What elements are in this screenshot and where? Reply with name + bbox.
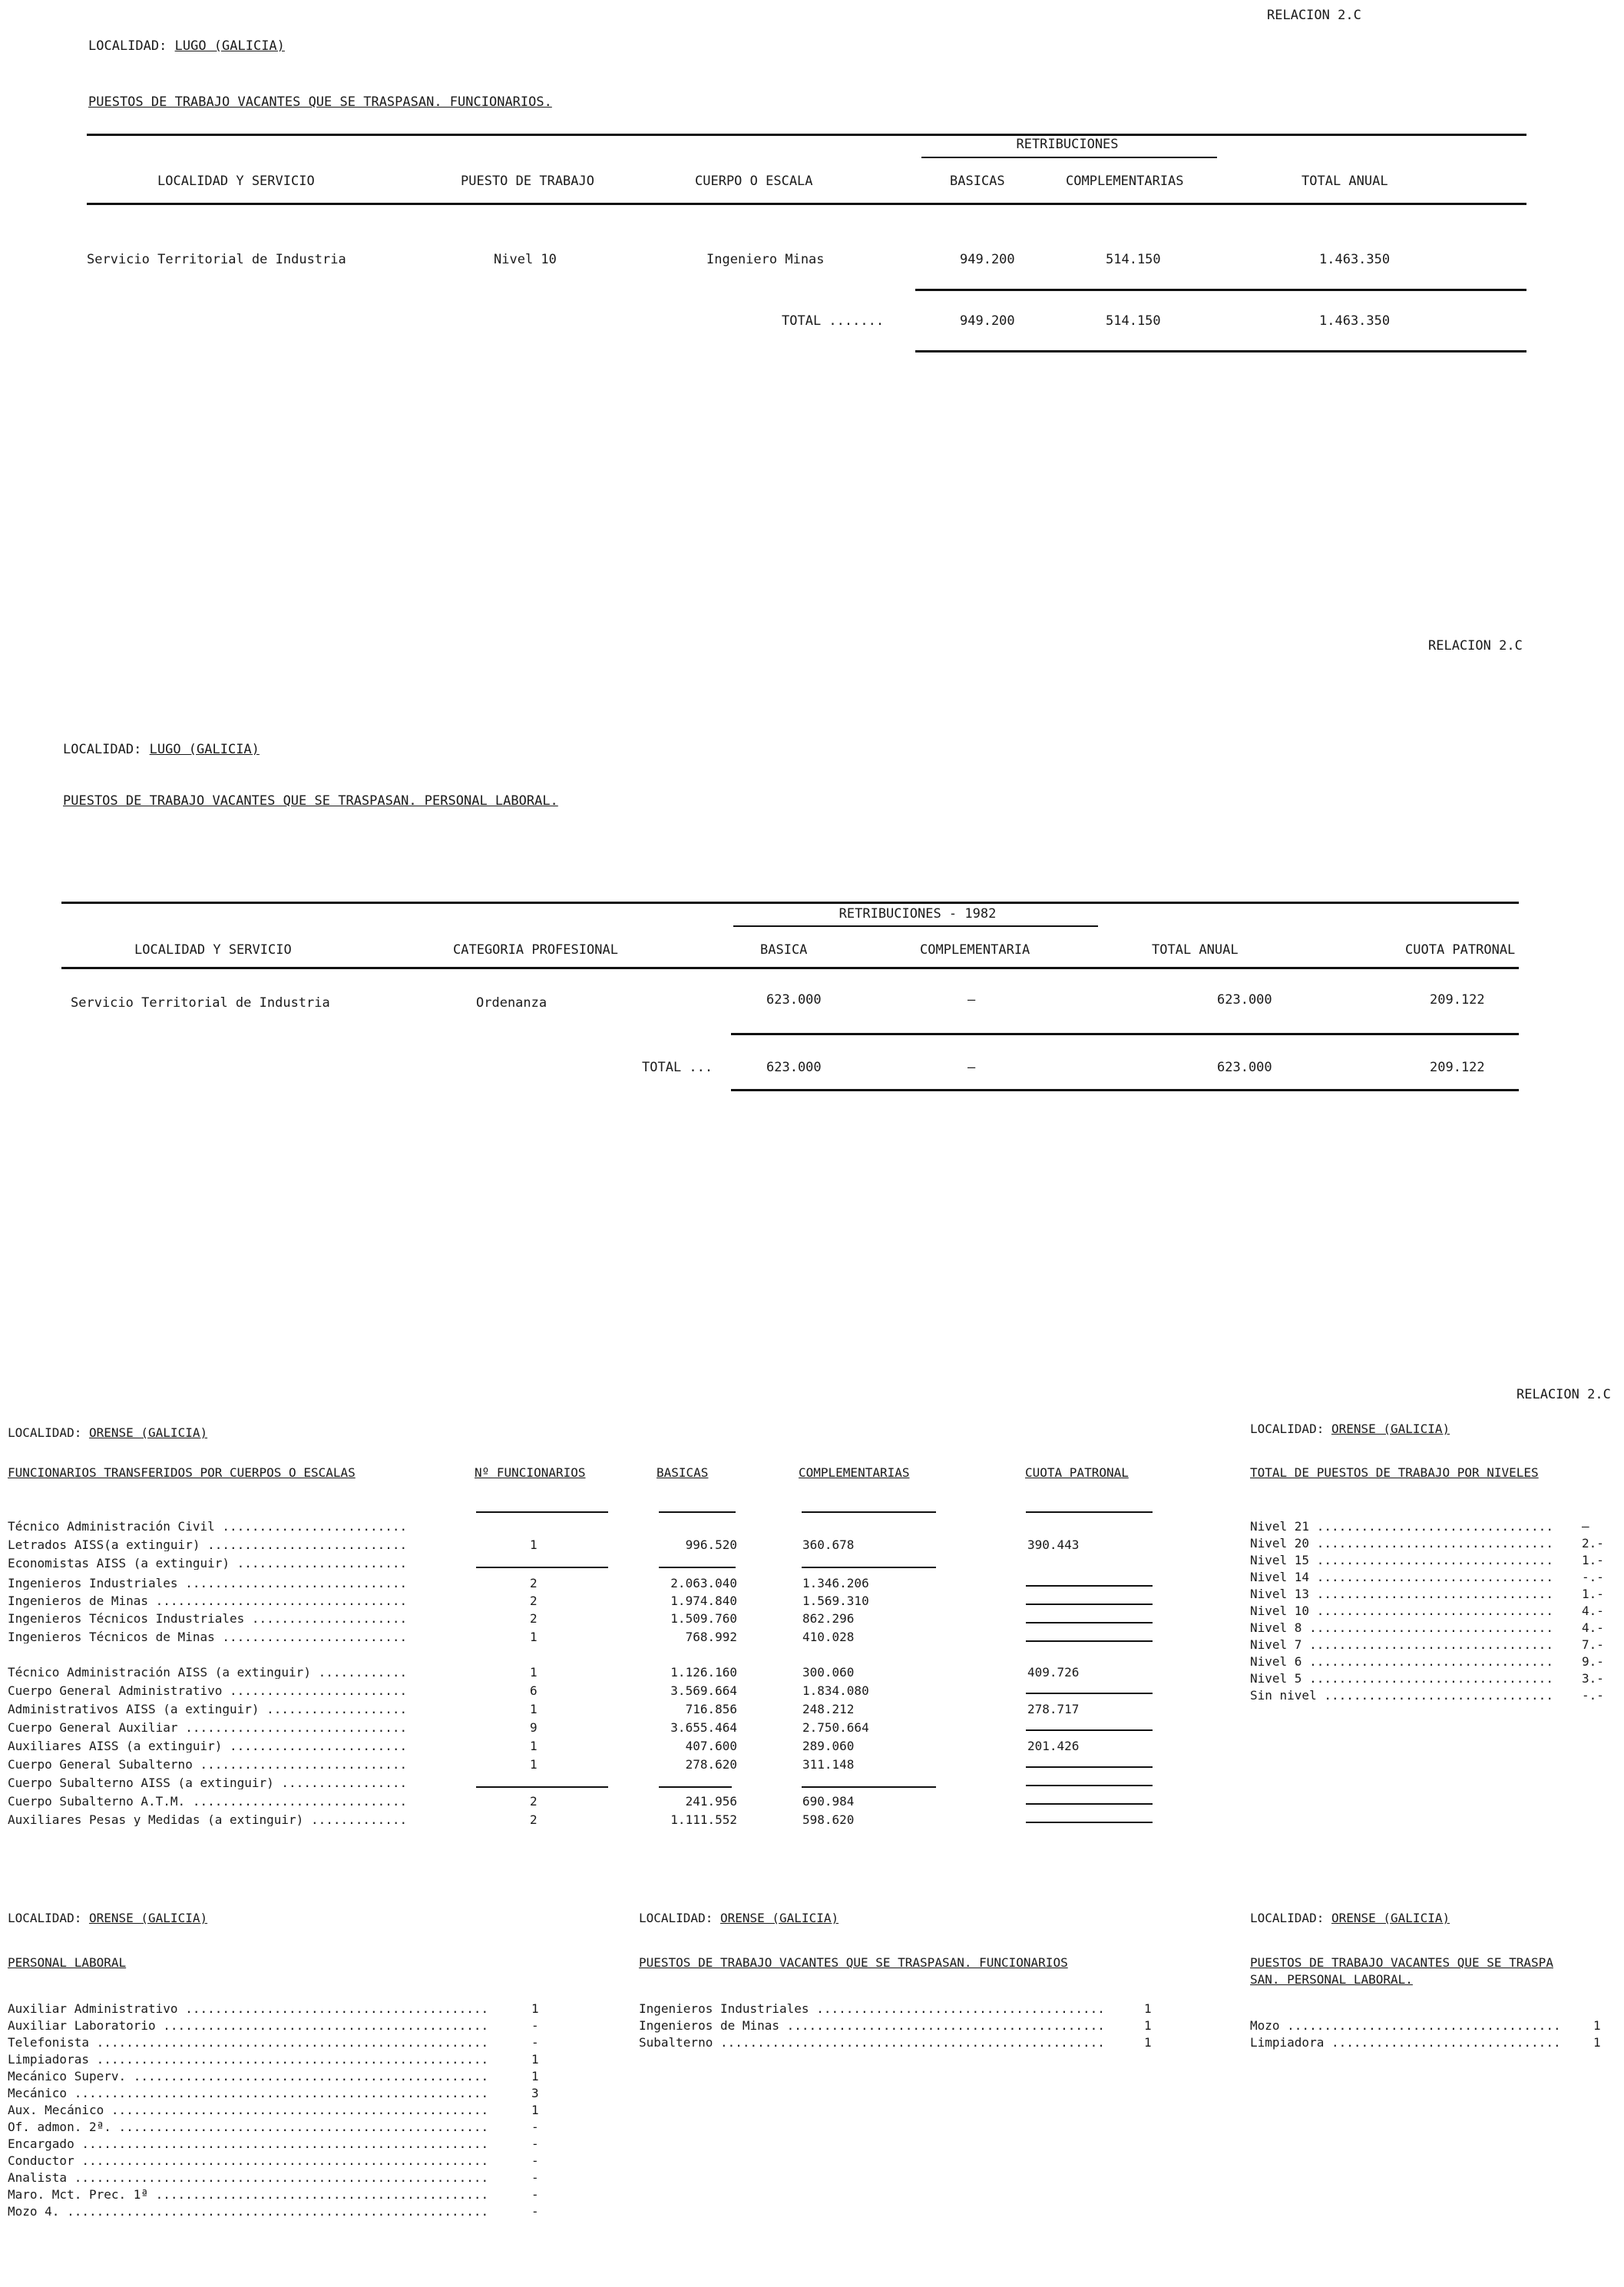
row-name: Administrativos AISS (a extinguir) ...................: [8, 1703, 408, 1716]
rule-cuota-top: [1026, 1511, 1153, 1513]
cell-num: 1: [530, 1702, 537, 1716]
section-title-6: PUESTOS DE TRABAJO VACANTES QUE SE TRASPASAN. FUNCIONARIOS: [639, 1955, 1068, 1970]
list-item-label: Nivel 5 .................................: [1250, 1671, 1553, 1686]
cell-basicas: 996.520: [685, 1537, 737, 1552]
rule-cuota-0: [1026, 1585, 1153, 1587]
cell-cuerpo: Ingeniero Minas: [706, 252, 825, 267]
row-name: Ingenieros de Minas ..................................: [8, 1595, 408, 1607]
retribuciones-rule-1: [921, 157, 1217, 158]
list-item-label: Nivel 8 .................................: [1250, 1620, 1553, 1635]
cell-num: 9: [530, 1720, 537, 1735]
section-title-7a: PUESTOS DE TRABAJO VACANTES QUE SE TRASPA: [1250, 1955, 1553, 1970]
list-item-label: Limpiadora ...............................: [1250, 2035, 1561, 2050]
list-item-value: 1: [1144, 2018, 1152, 2033]
row-name: Cuerpo Subalterno A.T.M. .............................: [8, 1796, 408, 1808]
cell-cuota: 201.426: [1027, 1739, 1080, 1753]
cell-total: 1.463.350: [1319, 252, 1391, 267]
rule-basicas-lower: [659, 1786, 732, 1788]
total-label: TOTAL ...: [642, 1060, 713, 1075]
cell-basicas: 1.126.160: [670, 1665, 737, 1680]
list-item-value: 2.-: [1582, 1536, 1604, 1551]
list-item-label: Nivel 7 .................................: [1250, 1637, 1553, 1652]
localidad-line-1: [88, 40, 285, 53]
rule-num-top: [476, 1511, 608, 1513]
header-rule-1: [87, 203, 1526, 205]
relacion-label-3: RELACION 2.C: [1517, 1387, 1611, 1402]
cell-basica: 623.000: [766, 992, 822, 1008]
cell-basicas: 768.992: [685, 1630, 737, 1644]
list-item-value: 3: [531, 2086, 539, 2100]
row-name: Técnico Administración AISS (a extinguir) ............: [8, 1666, 408, 1679]
cell-complementarias: 311.148: [802, 1757, 855, 1772]
cell-num: 1: [530, 1537, 537, 1552]
localidad-value: ORENSE (GALICIA): [719, 1911, 839, 1925]
row-name: Cuerpo General Subalterno ............................: [8, 1759, 408, 1771]
col-header-categoria: CATEGORIA PROFESIONAL: [453, 942, 618, 958]
list-item-value: -: [531, 2187, 539, 2202]
localidad-line-5: [8, 1912, 207, 1925]
localidad-label: LOCALIDAD:: [1250, 1911, 1325, 1925]
rule-cuota-4: [1026, 1693, 1153, 1694]
list-item-value: 1: [531, 2001, 539, 2016]
localidad-value: LUGO (GALICIA): [174, 38, 285, 54]
localidad-value: ORENSE (GALICIA): [88, 1911, 208, 1925]
table-top-rule-1: [87, 134, 1526, 136]
row-name: Letrados AISS(a extinguir) ...........................: [8, 1539, 408, 1551]
row-name: Ingenieros Técnicos de Minas .........................: [8, 1631, 408, 1643]
cell-num: 1: [530, 1739, 537, 1753]
list-item-value: 1: [531, 2069, 539, 2083]
section-title-3: FUNCIONARIOS TRANSFERIDOS POR CUERPOS O ESCALAS: [8, 1465, 356, 1480]
list-item-value: 1: [531, 2052, 539, 2067]
list-item-label: Telefonista .....................................................: [8, 2035, 489, 2050]
total-rule-bottom-1: [915, 350, 1526, 352]
list-item-value: -: [531, 2204, 539, 2219]
row-name: Cuerpo Subalterno AISS (a extinguir) .................: [8, 1777, 408, 1789]
list-item-label: Subalterno ....................................................: [639, 2035, 1105, 2050]
localidad-line-2: [63, 743, 260, 756]
list-item-label: Nivel 20 ................................: [1250, 1536, 1553, 1551]
cell-basicas: 2.063.040: [670, 1576, 737, 1590]
col-header-complementarias: COMPLEMENTARIAS: [799, 1465, 910, 1480]
row-name: Ingenieros Técnicos Industriales .....................: [8, 1613, 408, 1625]
cell-basicas: 3.569.664: [670, 1683, 737, 1698]
col-header-basicas: BASICAS: [950, 174, 1005, 189]
cell-basicas: 241.956: [685, 1794, 737, 1809]
localidad-value: ORENSE (GALICIA): [88, 1425, 208, 1440]
localidad-label: LOCALIDAD:: [63, 742, 142, 757]
localidad-label: LOCALIDAD:: [88, 38, 167, 54]
list-item-value: 4.-: [1582, 1620, 1604, 1635]
rule-comp-lower: [802, 1786, 936, 1788]
list-item-label: Nivel 13 ................................: [1250, 1587, 1553, 1601]
section-title-1: PUESTOS DE TRABAJO VACANTES QUE SE TRASPASAN. FUNCIONARIOS.: [88, 94, 552, 110]
list-item-label: Analista ........................................................: [8, 2170, 489, 2185]
list-item-label: Aux. Mecánico ...................................................: [8, 2103, 489, 2117]
list-item-value: 1.-: [1582, 1553, 1604, 1567]
cell-cuota: 278.717: [1027, 1702, 1080, 1716]
cell-complementarias: 690.984: [802, 1794, 855, 1809]
cell-complementarias: 248.212: [802, 1702, 855, 1716]
list-item-label: Conductor .......................................................: [8, 2153, 489, 2168]
col-header-localidad: LOCALIDAD Y SERVICIO: [157, 174, 315, 189]
retribuciones-label-1: RETRIBUCIONES: [1016, 137, 1119, 152]
total-rule-top-2: [731, 1033, 1519, 1035]
cell-complementarias: 360.678: [802, 1537, 855, 1552]
cell-total: 623.000: [1217, 992, 1272, 1008]
rule-cuota-6: [1026, 1766, 1153, 1768]
col-header-localidad: LOCALIDAD Y SERVICIO: [134, 942, 292, 958]
localidad-value: ORENSE (GALICIA): [1331, 1422, 1450, 1436]
localidad-label: LOCALIDAD:: [8, 1911, 82, 1925]
localidad-line-4: [1250, 1423, 1450, 1435]
cell-basicas: 1.509.760: [670, 1611, 737, 1626]
rule-cuota-9: [1026, 1822, 1153, 1823]
col-header-complementaria: COMPLEMENTARIA: [920, 942, 1030, 958]
rule-cuota-8: [1026, 1803, 1153, 1805]
list-item-label: Nivel 10 ................................: [1250, 1604, 1553, 1618]
list-item-value: 1: [531, 2103, 539, 2117]
col-header-cuerpo: CUERPO O ESCALA: [695, 174, 813, 189]
list-item-label: Ingenieros de Minas ...........................................: [639, 2018, 1105, 2033]
total-complementaria: —: [967, 1060, 976, 1075]
rule-cuota-3: [1026, 1640, 1153, 1642]
list-item-value: -: [531, 2153, 539, 2168]
cell-num: 1: [530, 1757, 537, 1772]
section-title-7b: SAN. PERSONAL LABORAL.: [1250, 1972, 1413, 1987]
header-rule-2: [61, 967, 1519, 969]
cell-num: 2: [530, 1812, 537, 1827]
cell-servicio: Servicio Territorial de Industria: [71, 995, 330, 1011]
row-name: Auxiliares AISS (a extinguir) ........................: [8, 1740, 408, 1752]
total-basica: 623.000: [766, 1060, 822, 1075]
cell-complementarias: 862.296: [802, 1611, 855, 1626]
col-header-cuota: CUOTA PATRONAL: [1025, 1465, 1129, 1480]
cell-servicio: Servicio Territorial de Industria: [87, 252, 346, 267]
total-rule-bottom-2: [731, 1089, 1519, 1091]
rule-cuota-2: [1026, 1622, 1153, 1623]
list-item-value: -: [531, 2035, 539, 2050]
col-header-puesto: PUESTO DE TRABAJO: [461, 174, 594, 189]
cell-cuota: 209.122: [1430, 992, 1485, 1008]
cell-num: 1: [530, 1665, 537, 1680]
localidad-label: LOCALIDAD:: [1250, 1422, 1325, 1436]
cell-num: 2: [530, 1594, 537, 1608]
list-item-value: 1: [1144, 2001, 1152, 2016]
row-name: Ingenieros Industriales ..............................: [8, 1577, 408, 1590]
retribuciones-rule-2: [733, 925, 1098, 927]
total-rule-top-1: [915, 289, 1526, 291]
row-name: Auxiliares Pesas y Medidas (a extinguir) .............: [8, 1814, 408, 1826]
cell-num: 1: [530, 1630, 537, 1644]
cell-complementarias: 514.150: [1106, 252, 1161, 267]
list-item-value: 4.-: [1582, 1604, 1604, 1618]
col-header-basica: BASICA: [760, 942, 808, 958]
section-title-4: TOTAL DE PUESTOS DE TRABAJO POR NIVELES: [1250, 1465, 1539, 1480]
list-item-label: Mecánico Superv. ................................................: [8, 2069, 489, 2083]
list-item-value: -: [531, 2170, 539, 2185]
localidad-line-6: [639, 1912, 838, 1925]
section-title-2: PUESTOS DE TRABAJO VACANTES QUE SE TRASPASAN. PERSONAL LABORAL.: [63, 793, 558, 809]
row-name: Técnico Administración Civil .........................: [8, 1521, 408, 1533]
col-header-total-anual: TOTAL ANUAL: [1152, 942, 1239, 958]
localidad-label: LOCALIDAD:: [8, 1425, 82, 1440]
list-item-label: Maro. Mct. Prec. 1ª .............................................: [8, 2187, 489, 2202]
cell-puesto: Nivel 10: [494, 252, 557, 267]
list-item-label: Nivel 21 ................................: [1250, 1519, 1553, 1534]
col-header-basicas: BASICAS: [657, 1465, 709, 1480]
cell-cuota: 409.726: [1027, 1665, 1080, 1680]
total-label: TOTAL .......: [782, 313, 885, 329]
rule-basicas-top: [659, 1511, 736, 1513]
rule-cuota-5: [1026, 1729, 1153, 1731]
list-item-label: Nivel 6 .................................: [1250, 1654, 1553, 1669]
cell-basicas: 1.974.840: [670, 1594, 737, 1608]
cell-basicas: 3.655.464: [670, 1720, 737, 1735]
list-item-value: 1: [1593, 2035, 1601, 2050]
cell-num: 6: [530, 1683, 537, 1698]
localidad-value: ORENSE (GALICIA): [1331, 1911, 1450, 1925]
list-item-value: 1.-: [1582, 1587, 1604, 1601]
list-item-value: 1: [1144, 2035, 1152, 2050]
list-item-label: Limpiadoras .....................................................: [8, 2052, 489, 2067]
cell-basicas: 278.620: [685, 1757, 737, 1772]
cell-complementarias: 300.060: [802, 1665, 855, 1680]
list-item-label: Of. admon. 2ª. ..................................................: [8, 2120, 489, 2134]
list-item-value: —: [1582, 1519, 1589, 1534]
section-title-5: PERSONAL LABORAL: [8, 1955, 127, 1970]
list-item-value: -.-: [1582, 1570, 1604, 1584]
rule-cuota-1: [1026, 1604, 1153, 1605]
list-item-label: Mecánico ........................................................: [8, 2086, 489, 2100]
row-name: Economistas AISS (a extinguir) .......................: [8, 1557, 408, 1570]
cell-complementarias: 410.028: [802, 1630, 855, 1644]
list-item-label: Sin nivel ...............................: [1250, 1688, 1553, 1703]
total-complementarias: 514.150: [1106, 313, 1161, 329]
localidad-line-3: [8, 1427, 207, 1439]
rule-comp-top: [802, 1511, 936, 1513]
cell-num: 2: [530, 1794, 537, 1809]
list-item-label: Nivel 14 ................................: [1250, 1570, 1553, 1584]
localidad-value: LUGO (GALICIA): [149, 742, 260, 757]
total-total: 1.463.350: [1319, 313, 1391, 329]
retribuciones-label-2: RETRIBUCIONES - 1982: [838, 906, 997, 922]
table-top-rule-2: [61, 902, 1519, 904]
cell-complementarias: 1.346.206: [802, 1576, 869, 1590]
cell-basicas: 949.200: [960, 252, 1015, 267]
total-total: 623.000: [1217, 1060, 1272, 1075]
cell-complementarias: 289.060: [802, 1739, 855, 1753]
col-header-num: Nº FUNCIONARIOS: [475, 1465, 586, 1480]
list-item-value: -: [531, 2136, 539, 2151]
cell-complementarias: 1.569.310: [802, 1594, 869, 1608]
list-item-label: Mozo 4. .........................................................: [8, 2204, 489, 2219]
rule-cuota-7: [1026, 1785, 1153, 1786]
col-header-complementarias: COMPLEMENTARIAS: [1066, 174, 1184, 189]
localidad-label: LOCALIDAD:: [639, 1911, 713, 1925]
cell-basicas: 407.600: [685, 1739, 737, 1753]
list-item-label: Ingenieros Industriales .......................................: [639, 2001, 1105, 2016]
row-name: Cuerpo General Auxiliar ..............................: [8, 1722, 408, 1734]
list-item-value: 1: [1593, 2018, 1601, 2033]
cell-complementarias: 598.620: [802, 1812, 855, 1827]
cell-complementarias: 1.834.080: [802, 1683, 869, 1698]
cell-cuota: 390.443: [1027, 1537, 1080, 1552]
col-header-total-anual: TOTAL ANUAL: [1302, 174, 1388, 189]
cell-num: 2: [530, 1611, 537, 1626]
list-item-value: 3.-: [1582, 1671, 1604, 1686]
list-item-label: Nivel 15 ................................: [1250, 1553, 1553, 1567]
list-item-value: -: [531, 2018, 539, 2033]
list-item-value: -: [531, 2120, 539, 2134]
cell-basicas: 1.111.552: [670, 1812, 737, 1827]
rule-num-mid: [476, 1567, 608, 1568]
col-header-cuota: CUOTA PATRONAL: [1405, 942, 1516, 958]
list-item-label: Auxiliar Laboratorio ............................................: [8, 2018, 489, 2033]
cell-categoria: Ordenanza: [476, 995, 547, 1011]
list-item-value: 9.-: [1582, 1654, 1604, 1669]
relacion-label-1: RELACION 2.C: [1267, 8, 1361, 23]
cell-num: 2: [530, 1576, 537, 1590]
rule-basicas-mid: [659, 1567, 736, 1568]
total-basicas: 949.200: [960, 313, 1015, 329]
list-item-label: Auxiliar Administrativo .........................................: [8, 2001, 489, 2016]
localidad-line-7: [1250, 1912, 1450, 1925]
list-item-label: Mozo .....................................: [1250, 2018, 1561, 2033]
rule-num-lower: [476, 1786, 608, 1788]
total-cuota: 209.122: [1430, 1060, 1485, 1075]
list-item-label: Encargado .......................................................: [8, 2136, 489, 2151]
relacion-label-2: RELACION 2.C: [1428, 638, 1523, 654]
cell-basicas: 716.856: [685, 1702, 737, 1716]
cell-complementaria: —: [967, 992, 976, 1008]
list-item-value: -.-: [1582, 1688, 1604, 1703]
row-name: Cuerpo General Administrativo ........................: [8, 1685, 408, 1697]
cell-complementarias: 2.750.664: [802, 1720, 869, 1735]
rule-comp-mid: [802, 1567, 936, 1568]
list-item-value: 7.-: [1582, 1637, 1604, 1652]
